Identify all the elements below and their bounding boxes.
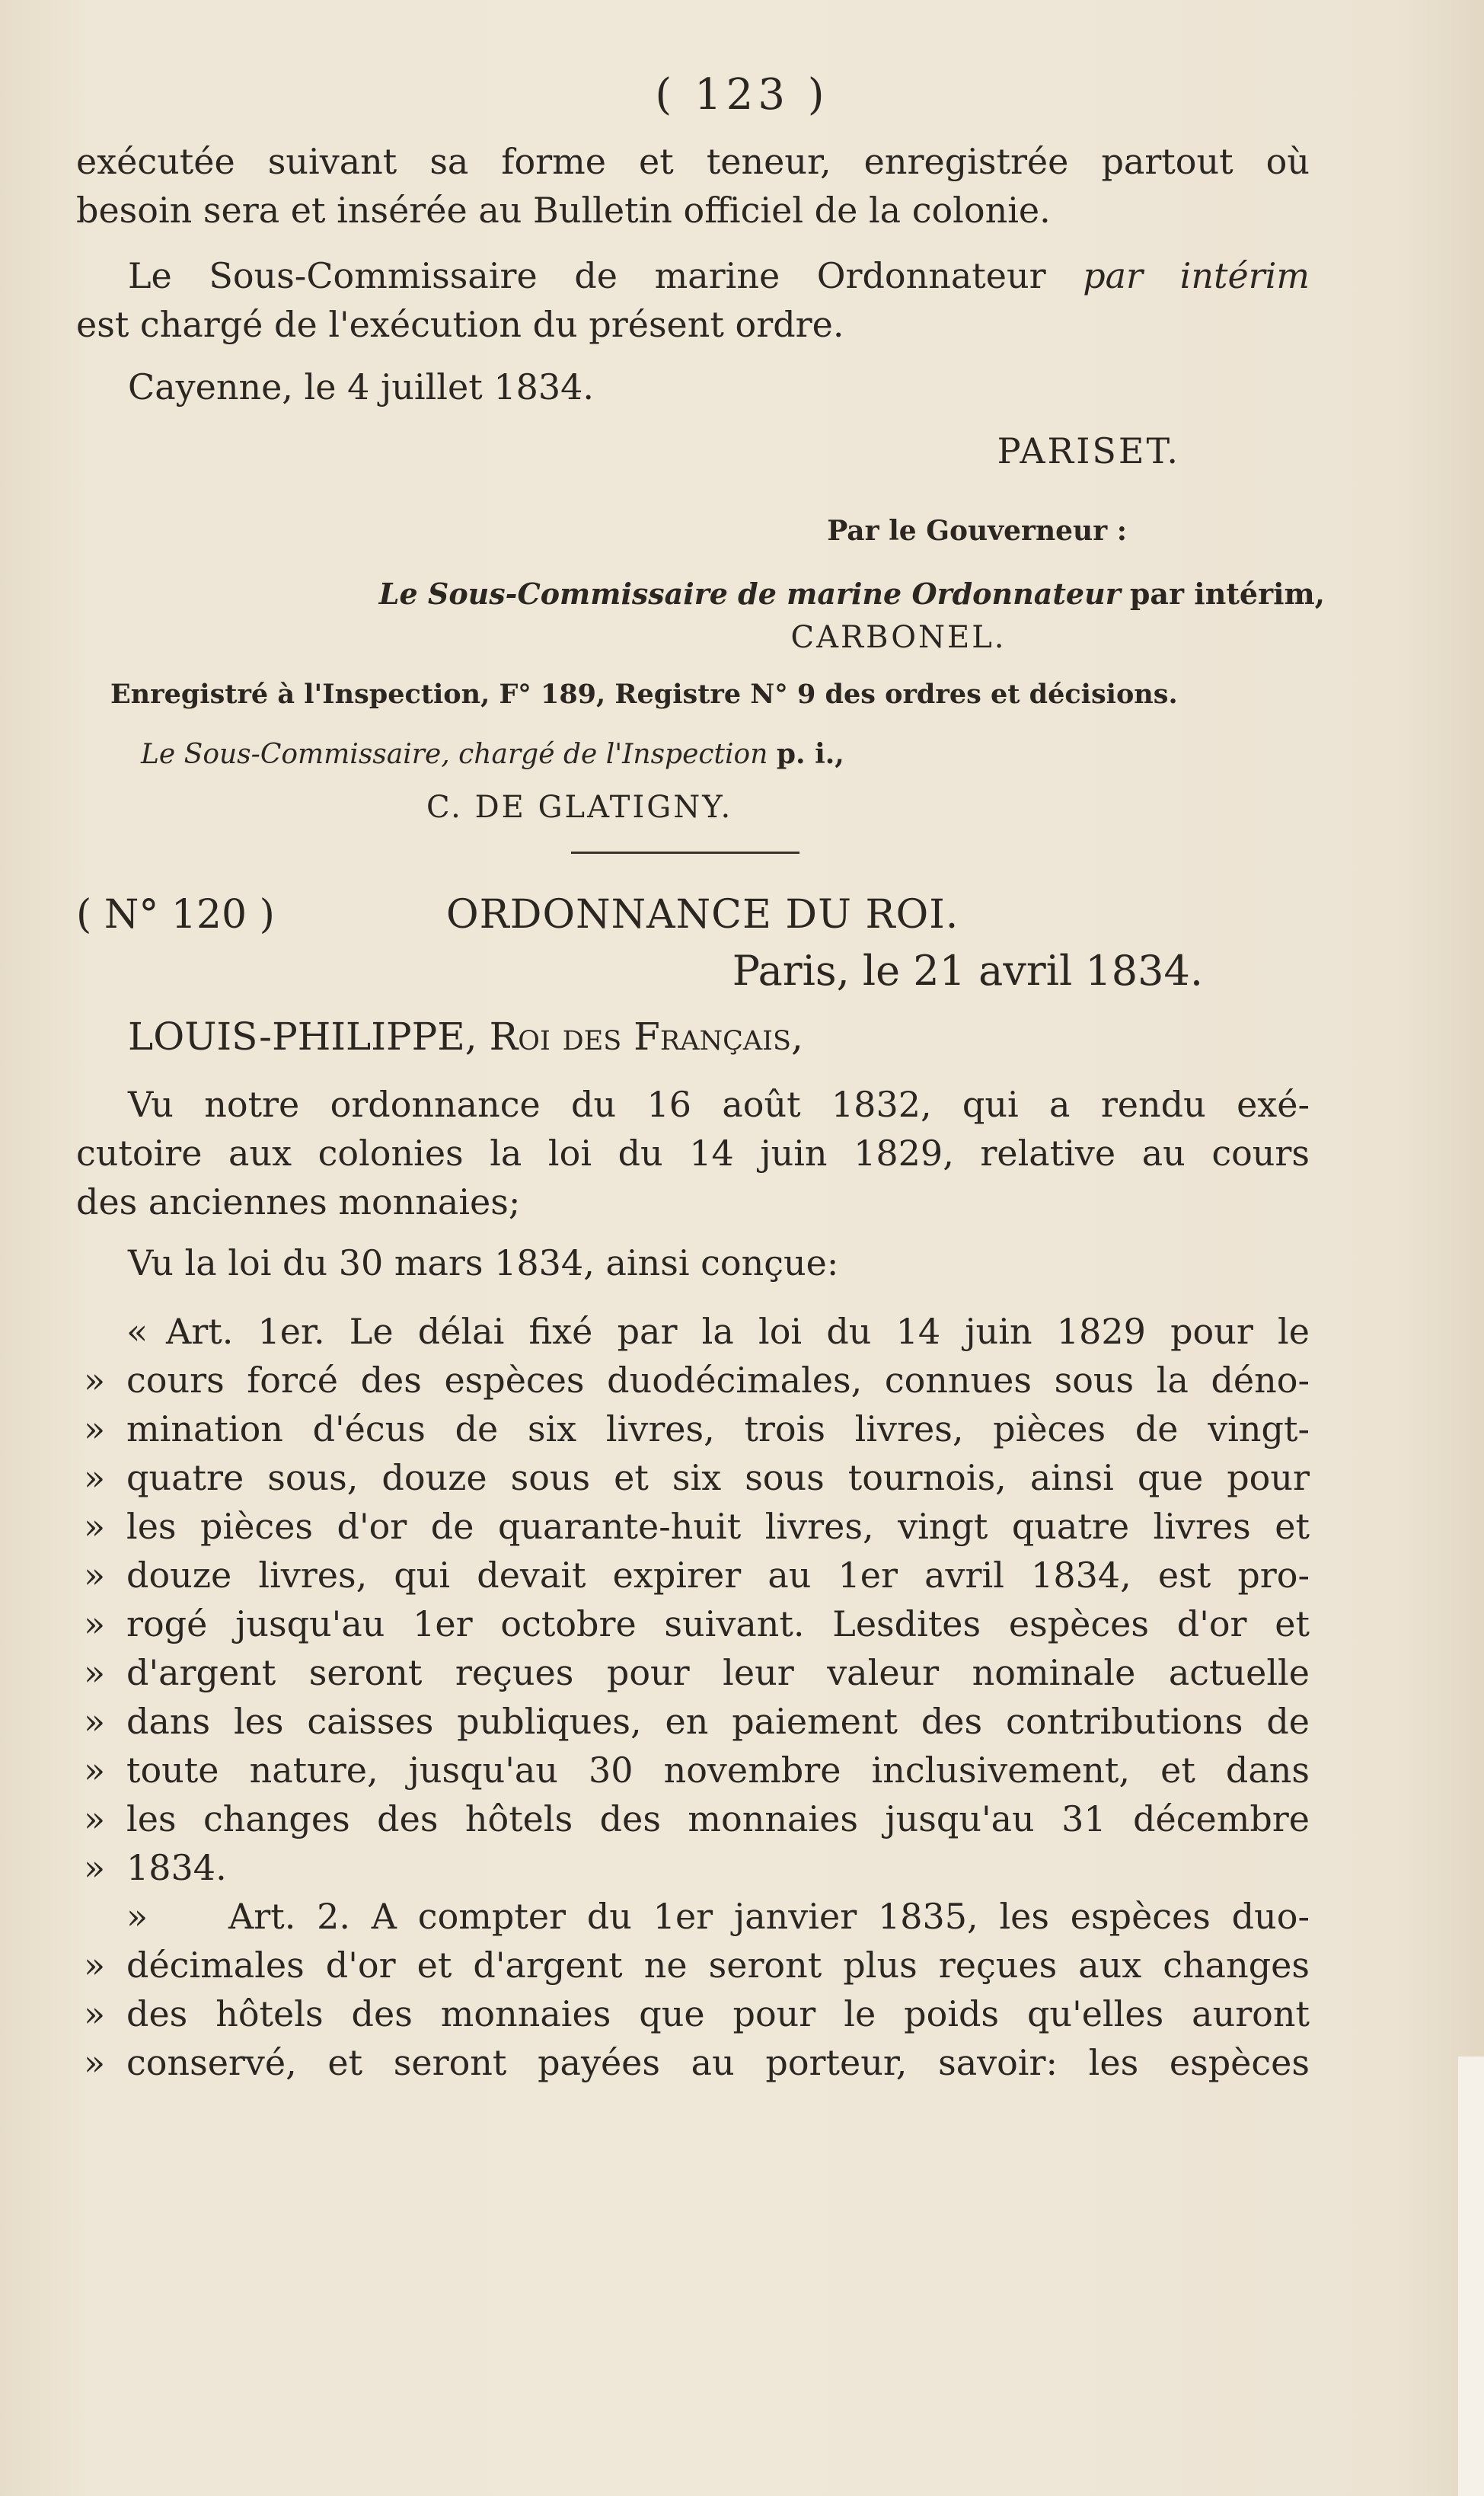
text-line: exécutée suivant sa forme et teneur, enregistrée partout où	[76, 141, 1310, 182]
quote-line	[76, 1453, 1310, 1502]
quote-line	[76, 1989, 1310, 2038]
section-divider	[571, 852, 799, 854]
text-line: cutoire aux colonies la loi du 14 juin 1829, relative au cours	[76, 1133, 1310, 1174]
quote-mark: »	[84, 1506, 106, 1547]
quote-line	[76, 1941, 1310, 1989]
quote-text: cours forcé des espèces duodécimales, connues sous la déno-	[126, 1360, 1310, 1401]
quote-text: douze livres, qui devait expirer au 1er avril 1834, est pro-	[126, 1555, 1310, 1596]
king-name: LOUIS-PHILIPPE,	[128, 1015, 477, 1059]
quote-text: toute nature, jusqu'au 30 novembre inclusivement, et dans	[126, 1750, 1310, 1791]
inspection-tail: p. i.,	[776, 738, 844, 770]
king-line	[76, 1010, 1310, 1063]
signature-pariset: PARISET.	[997, 430, 1180, 471]
quote-text: conservé, et seront payées au porteur, savoir: les espèces	[126, 2042, 1310, 2083]
quote-line	[76, 1794, 1310, 1843]
souscommissaire-italic: Le Sous-Commissaire de marine Ordonnateur	[378, 577, 1121, 611]
quote-mark: »	[84, 1457, 106, 1498]
quote-line	[76, 1405, 1310, 1453]
souscommissaire-tail: par intérim,	[1129, 577, 1325, 611]
page-number: ( 123 )	[655, 70, 829, 120]
quote-line	[76, 1843, 1310, 1892]
quote-line	[76, 1502, 1310, 1551]
quote-line	[76, 1551, 1310, 1600]
text-line: des anciennes monnaies;	[76, 1181, 521, 1222]
quote-mark: »	[84, 1993, 106, 2034]
quote-mark: »	[84, 2042, 106, 2083]
signature-carbonel: CARBONEL.	[790, 620, 1007, 655]
quote-text: Art. 2. A compter du 1er janvier 1835, les espèces duo-	[228, 1896, 1310, 1937]
charge-italic: par intérim	[1083, 255, 1310, 296]
quote-text: les changes des hôtels des monnaies jusqu'au 31 décembre	[126, 1798, 1310, 1839]
quote-mark: »	[84, 1652, 106, 1693]
quote-line	[76, 1648, 1310, 1697]
par-le-gouverneur: Par le Gouverneur :	[827, 515, 1127, 547]
quote-text: quatre sous, douze sous et six sous tournois, ainsi que pour	[126, 1457, 1310, 1498]
quote-line	[76, 1600, 1310, 1648]
text-line: est chargé de l'exécution du présent ordre.	[76, 304, 844, 345]
quote-text: rogé jusqu'au 1er octobre suivant. Lesdites espèces d'or et	[126, 1603, 1310, 1644]
quote-text: décimales d'or et d'argent ne seront plus reçues aux changes	[126, 1945, 1310, 1986]
inspection-line	[141, 730, 1055, 779]
ordinance-number: ( N° 120 )	[76, 892, 275, 938]
quote-text: mination d'écus de six livres, trois livres, pièces de vingt-	[126, 1408, 1310, 1449]
charge-line	[76, 251, 1310, 300]
quote-line	[76, 1892, 1310, 1941]
quote-mark: »	[84, 1847, 106, 1888]
quote-mark: »	[84, 1555, 106, 1596]
date-line: Cayenne, le 4 juillet 1834.	[128, 366, 595, 407]
souscommissaire-line	[76, 570, 1325, 618]
inspection-italic: Le Sous-Commissaire, chargé de l'Inspection	[141, 739, 768, 770]
king-title: Roi des Français,	[489, 1015, 803, 1059]
registration-line: Enregistré à l'Inspection, F° 189, Registre N° 9 des ordres et décisions.	[110, 679, 1178, 710]
quote-mark: »	[84, 1701, 106, 1742]
quote-line	[76, 1697, 1310, 1746]
quote-mark: »	[84, 1798, 106, 1839]
signature-glatigny: C. DE GLATIGNY.	[426, 790, 733, 825]
quote-mark: »	[84, 1945, 106, 1986]
quote-mark: «	[126, 1311, 148, 1352]
quote-text: Art. 1er. Le délai fixé par la loi du 14 juin 1829 pour le	[166, 1311, 1310, 1352]
quote-line	[76, 1307, 1310, 1356]
text-line: besoin sera et insérée au Bulletin officiel de la colonie.	[76, 190, 1051, 231]
quote-mark: »	[126, 1896, 148, 1937]
quote-line	[76, 2038, 1310, 2087]
quote-text: les pièces d'or de quarante-huit livres, vingt quatre livres et	[126, 1506, 1310, 1547]
quote-text: des hôtels des monnaies que pour le poids qu'elles auront	[126, 1993, 1310, 2034]
vu-loi-line: Vu la loi du 30 mars 1834, ainsi conçue:	[128, 1242, 839, 1283]
quote-mark: »	[84, 1360, 106, 1401]
quote-mark: »	[84, 1603, 106, 1644]
ordinance-title: ORDONNANCE DU ROI.	[446, 892, 959, 938]
quote-text: d'argent seront reçues pour leur valeur nominale actuelle	[126, 1652, 1310, 1693]
quote-text: dans les caisses publiques, en paiement des contributions de	[126, 1701, 1310, 1742]
quote-mark: »	[84, 1750, 106, 1791]
quote-text: 1834.	[126, 1847, 227, 1888]
quote-line	[76, 1356, 1310, 1405]
paris-date: Paris, le 21 avril 1834.	[732, 947, 1203, 995]
quote-mark: »	[84, 1408, 106, 1449]
charge-text: Le Sous-Commissaire de marine Ordonnateur	[128, 255, 1046, 296]
page-edge	[1458, 2057, 1484, 2496]
quote-line	[76, 1746, 1310, 1794]
text-line: Vu notre ordonnance du 16 août 1832, qui a rendu exé-	[128, 1084, 1310, 1125]
